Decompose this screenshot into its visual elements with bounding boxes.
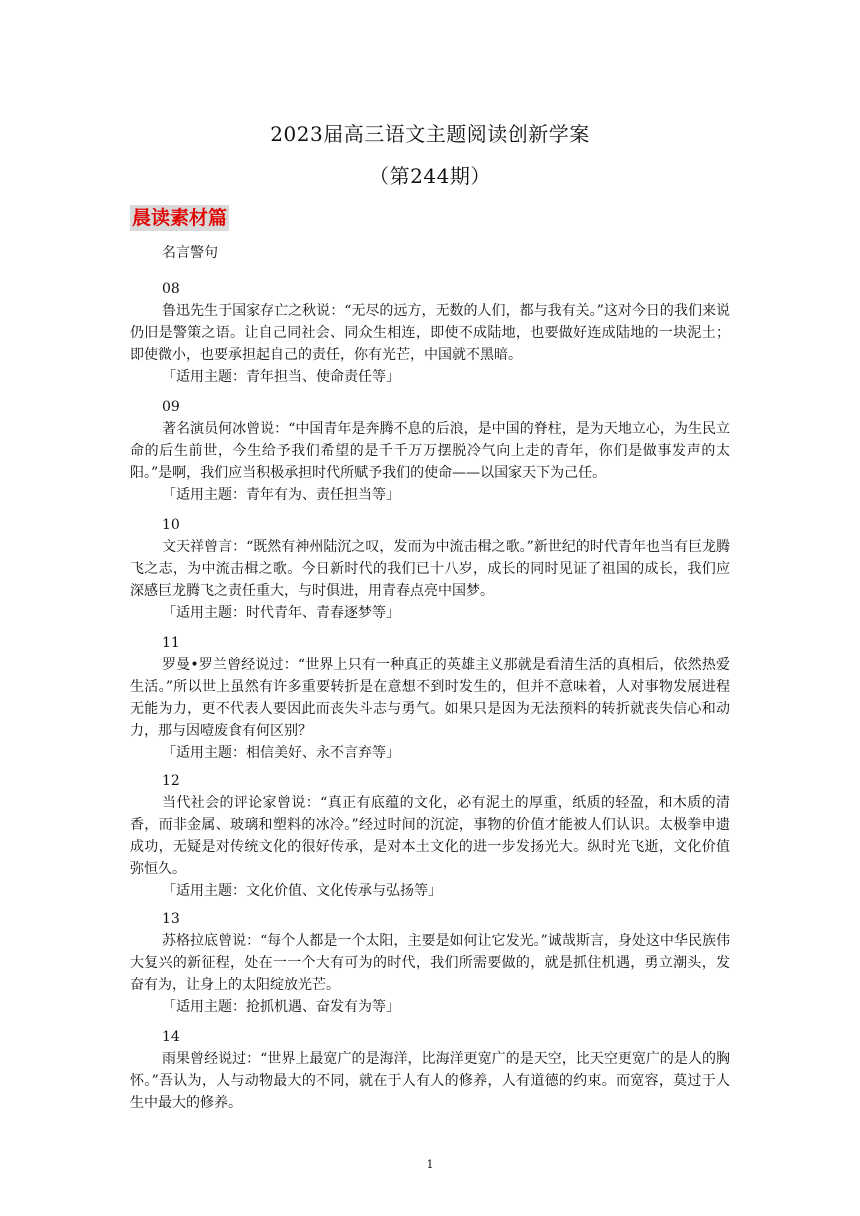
entry-text: 当代社会的评论家曾说：“真正有底蕴的文化，必有泥土的厚重，纸质的轻盈，和木质的清香，而非金属、玻璃和塑料的冰冷。”经过时间的沉淀，事物的价值才能被人们认识。太极拳申遗成功，无疑是对传统文化的很好传承，是对本土文化的进一步发扬光大。纵时光飞逝，文化价值弥恒久。	[130, 795, 730, 877]
entry-text: 苏格拉底曾说：“每个人都是一个太阳，主要是如何让它发光。”诚哉斯言，身处这中华民族伟大复兴的新征程，处在一一个大有可为的时代，我们所需要做的，就是抓住机遇，勇立潮头，发奋有为，让身上的太阳绽放光芒。	[130, 933, 730, 993]
quote-entry	[130, 632, 730, 764]
entry-number: 12	[162, 773, 180, 789]
page-number: 1	[426, 1158, 434, 1171]
entry-text: 文天祥曾言：“既然有神州陆沉之叹，发而为中流击楫之歌。”新世纪的时代青年也当有巨龙腾飞之志，为中流击楫之歌。今日新时代的我们已十八岁，成长的同时见证了祖国的成长，我们应深感巨龙腾飞之责任重大，与时俱进，用青春点亮中国梦。	[130, 539, 730, 599]
quote-entry	[130, 770, 730, 902]
entry-number: 10	[162, 517, 180, 533]
entry-theme: 「适用主题：青年有为、责任担当等」	[162, 487, 400, 503]
quote-entry	[130, 1026, 730, 1114]
entry-theme: 「适用主题：青年担当、使命责任等」	[162, 369, 400, 385]
entry-theme: 「适用主题：文化价值、文化传承与弘扬等」	[162, 883, 442, 899]
entry-theme: 「适用主题：抢抓机遇、奋发有为等」	[162, 999, 400, 1015]
entry-text: 著名演员何冰曾说：“中国青年是奔腾不息的后浪，是中国的脊柱，是为天地立心，为生民立命的后生前世，今生给予我们希望的是千千万万摆脱冷气向上走的青年，你们是做事发声的太阳。”是啊，我们应当积极承担时代所赋予我们的使命——以国家天下为己任。	[130, 421, 730, 481]
section-subheading: 名言警句	[162, 245, 218, 261]
entry-theme: 「适用主题：时代青年、青春逐梦等」	[162, 605, 400, 621]
entry-text: 雨果曾经说过：“世界上最宽广的是海洋，比海洋更宽广的是天空，比天空更宽广的是人的胸怀。”吾认为，人与动物最大的不同，就在于人有人的修养，人有道德的约束。而宽容，莫过于人生中最大的修养。	[130, 1051, 730, 1111]
entry-number: 14	[162, 1029, 180, 1045]
quote-entry	[130, 396, 730, 506]
entry-text: 鲁迅先生于国家存亡之秋说：“无尽的远方，无数的人们，都与我有关。”这对今日的我们来说仍旧是警策之语。让自己同社会、同众生相连，即使不成陆地，也要做好连成陆地的一块泥土；即使微小，也要承担起自己的责任，你有光芒，中国就不黑暗。	[130, 303, 730, 363]
entry-number: 13	[162, 911, 180, 927]
quote-entry	[130, 908, 730, 1018]
issue-number: （第244期）	[369, 164, 491, 188]
section-heading: 晨读素材篇	[132, 207, 228, 229]
quote-entry	[130, 278, 730, 388]
quote-entry	[130, 514, 730, 624]
entry-number: 11	[162, 635, 180, 651]
entry-number: 08	[162, 281, 180, 297]
entry-number: 09	[162, 399, 180, 415]
document-title: 2023届高三语文主题阅读创新学案	[270, 122, 590, 146]
entry-text: 罗曼•罗兰曾经说过：“世界上只有一种真正的英雄主义那就是看清生活的真相后，依然热爱生活。”所以世上虽然有许多重要转折是在意想不到时发生的，但并不意味着，人对事物发展进程无能为力，更不代表人要因此而丧失斗志与勇气。如果只是因为无法预料的转折就丧失信心和动力，那与因噎废食有何区别？	[130, 657, 730, 739]
entry-theme: 「适用主题：相信美好、永不言弃等」	[162, 745, 400, 761]
